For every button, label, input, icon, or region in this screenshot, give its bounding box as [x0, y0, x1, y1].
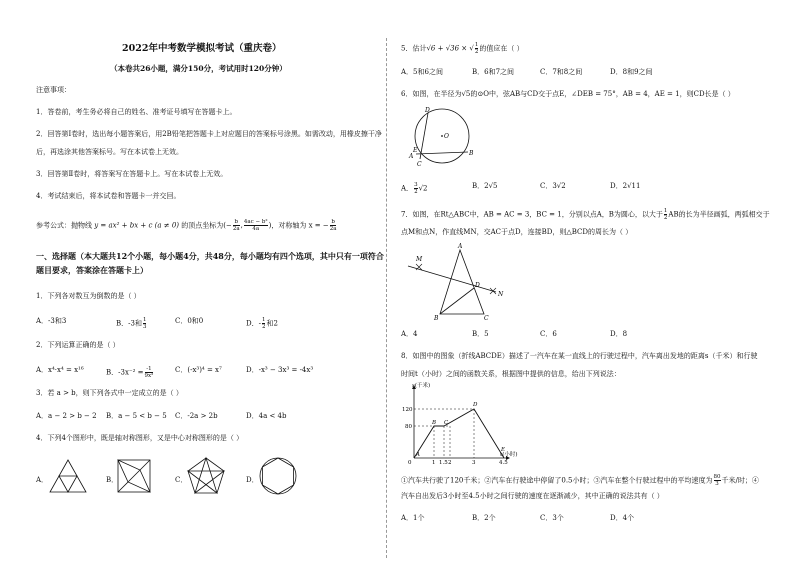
q4-square-figure: [116, 458, 152, 494]
q1-option-b: B．-3和 $\frac{1}{3}$: [116, 317, 147, 330]
q1-option-d: D．- $\frac{1}{2}$ 和2: [246, 317, 278, 330]
tri-label-b: B: [434, 315, 439, 322]
formula-axis: ，对称轴为 x = −: [271, 221, 329, 230]
q2-option-d: D．-x³ − 3x³ = -4x³: [246, 366, 314, 374]
q5-stem: 5．估计√6 + √36 × √ $\frac{1}{2}$ 的值应在（ ）: [401, 42, 524, 55]
section-heading-cont: 题目要求，答案涂在答题卡上）: [36, 265, 148, 275]
circle-label-b: B: [469, 150, 474, 157]
note-item: 2．回答第Ⅰ卷时，选出每小题答案后，用2B铅笔把答题卡上对应题目的答案标号涂黑。如需改动，用橡皮擦干净: [36, 130, 382, 138]
q8-option-d: D．4个: [610, 514, 635, 522]
circle-label-o: O: [444, 133, 449, 140]
q1-option-c: C．0和0: [175, 317, 204, 325]
left-column: [0, 0, 385, 562]
graph-point-d: D: [473, 402, 478, 408]
vertex-y-fraction: $\frac{\text{4ac − b²}}{4a}$: [243, 219, 268, 232]
q4-option-c: C．: [175, 476, 188, 484]
q8-claims-line1: ①汽车共行驶了120千米；②汽车在行驶途中停留了0.5小时；③汽车在整个行驶过程中的平均速度为 $\frac{80}{3}$ 千米/时；④: [401, 474, 759, 487]
graph-tick-4-5: 4.5: [499, 460, 508, 466]
circle-label-d: D: [425, 107, 430, 114]
graph-point-e: E: [501, 447, 506, 453]
q7-option-a: A．4: [401, 330, 418, 338]
q5-option-a: A．5和6之间: [401, 68, 443, 76]
q2-stem: 2．下列运算正确的是（ ）: [36, 341, 120, 349]
q4-option-d: D．: [246, 476, 259, 484]
q4-stem: 4．下列4个图形中，既是轴对称图形，又是中心对称图形的是（ ）: [36, 434, 244, 442]
q6-option-d: D．2√11: [610, 182, 641, 190]
q8-claims-line2: 汽车自出发后3小时至4.5小时之间行驶的速度在逐渐减少，其中正确的说法共有（ ）: [401, 492, 664, 500]
graph-y-axis-label: s(千米): [412, 383, 431, 389]
q6-circle-figure: [408, 104, 472, 166]
graph-origin: 0: [408, 460, 412, 466]
axis-fraction: $\frac{b}{2a}$: [329, 219, 337, 232]
q8-distance-time-graph: [402, 383, 518, 466]
q4-option-a: A．: [36, 476, 49, 484]
q6-stem: 6．如图，在半径为√5的⊙O中，弦AB与CD交于点E，∠DEB = 75°，AB = 4，AE = 1，则CD长是（ ）: [401, 90, 735, 98]
q5-option-c: C．7和8之间: [540, 68, 583, 76]
right-column: [392, 0, 794, 562]
q5-option-b: B．6和7之间: [472, 68, 515, 76]
graph-tick-1: 1: [432, 460, 436, 466]
q5-option-d: D．8和9之间: [610, 68, 653, 76]
graph-tick-2: 2: [448, 460, 452, 466]
q2-option-c: C．(-x³)⁴ = x⁷: [175, 366, 222, 374]
graph-x-axis-label: t(小时): [500, 452, 518, 458]
tri-label-a: A: [458, 243, 463, 250]
q8-stem-line1: 8．如图中的图象（折线ABCDE）描述了一汽车在某一直线上的行驶过程中，汽车离出发地的距离s（千米）和行驶: [401, 352, 758, 360]
reference-formula: 参考公式：抛物线 y = ax² + bx + c (a ≠ 0) 的顶点坐标为(− $\frac{b}{2a}$ , $\frac{\text{4ac − b²}}{4a}$ )，对称轴为 x = − $\frac{b}{2a}$: [36, 219, 337, 232]
q6-option-a: A． $\frac{3}{2}$ √2: [401, 182, 428, 195]
q8-option-b: B．2个: [472, 514, 496, 522]
note-item: 4．考试结束后，将本试卷和答题卡一并交回。: [36, 192, 181, 200]
q8-option-a: A．1个: [401, 514, 425, 522]
q1-option-a: A．-3和3: [36, 317, 67, 325]
q4-pentagon-figure: [186, 456, 226, 496]
q7-option-c: C．6: [540, 330, 557, 338]
q7-option-b: B．5: [472, 330, 489, 338]
tri-label-m: M: [416, 256, 423, 263]
q3-stem: 3．若 a > b，则下列各式中一定成立的是（ ）: [36, 389, 183, 397]
graph-point-b: B: [432, 420, 437, 426]
section-heading: 一、选择题（本大题共12个小题，每小题4分，共48分，每小题均有四个选项，其中只有一项符合: [36, 251, 384, 261]
q3-option-d: D．4a < 4b: [246, 412, 287, 420]
notes-heading: 注意事项：: [36, 86, 71, 94]
graph-tick-120: 120: [402, 407, 413, 413]
graph-point-a: A: [416, 452, 420, 458]
exam-subtitle: （本卷共26小题，满分150分，考试用时120分钟）: [110, 64, 287, 73]
circle-label-c: C: [417, 161, 422, 168]
q7-stem-line2: 点M和点N，作直线MN，交AC于点D，连接BD，则△BCD的周长为（ ）: [401, 228, 633, 236]
vertex-x-fraction: $\frac{b}{2a}$: [232, 219, 240, 232]
q6-option-b: B．2√5: [472, 182, 498, 190]
q2-option-a: A．x⁴·x⁴ = x¹⁶: [36, 366, 84, 374]
graph-tick-3: 3: [472, 460, 476, 466]
graph-tick-80: 80: [405, 424, 412, 430]
note-item: 3．回答第Ⅱ卷时，将答案写在答题卡上。写在本试卷上无效。: [36, 170, 228, 178]
q3-option-b: B．a − 5 < b − 5: [106, 412, 167, 420]
formula-mid: 的顶点坐标为: [181, 221, 224, 230]
circle-label-a: A: [409, 153, 414, 160]
q7-option-d: D．8: [610, 330, 628, 338]
q8-stem-line2: 时间t（小时）之间的函数关系，根据图中提供的信息，给出下列说法：: [401, 370, 621, 378]
formula-expr: y = ax² + bx + c (a ≠ 0): [94, 221, 180, 230]
formula-prefix: 参考公式：抛物线: [36, 221, 92, 230]
q7-triangle-figure: [404, 244, 514, 322]
graph-tick-1-5: 1.5: [439, 460, 448, 466]
q7-stem-line1: 7．如图，在Rt△ABC中，AB = AC = 3，BC = 1，分别以点A，B为圆心，以大于 $\frac{1}{2}$ AB的长为半径画弧，两弧相交于: [401, 208, 770, 221]
q4-option-b: B．: [106, 476, 119, 484]
q3-option-a: A．a − 2 > b − 2: [36, 412, 97, 420]
tri-label-d: D: [475, 282, 480, 289]
exam-title: 2022年中考数学模拟考试（重庆卷）: [122, 43, 282, 54]
note-item: 后，再选涂其他答案标号。写在本试卷上无效。: [36, 148, 183, 156]
q6-option-c: C．3√2: [540, 182, 566, 190]
q4-triangle-figure: [48, 458, 88, 496]
circle-label-e: E: [413, 147, 418, 154]
tri-label-n: N: [498, 291, 504, 298]
q4-circle-hexagon-figure: [258, 456, 298, 496]
column-divider: [386, 38, 387, 558]
q2-option-b: B．-3x⁻² = $\frac{-1}{\text{9x²}}$: [106, 366, 154, 379]
tri-label-c: C: [484, 315, 489, 322]
q8-option-c: C．3个: [540, 514, 564, 522]
q1-stem: 1．下列各对数互为倒数的是（ ）: [36, 292, 141, 300]
q3-option-c: C．-2a > 2b: [175, 412, 218, 420]
graph-point-c: C: [444, 420, 449, 426]
note-item: 1．答卷前，考生务必将自己的姓名、准考证号填写在答题卡上。: [36, 108, 237, 116]
